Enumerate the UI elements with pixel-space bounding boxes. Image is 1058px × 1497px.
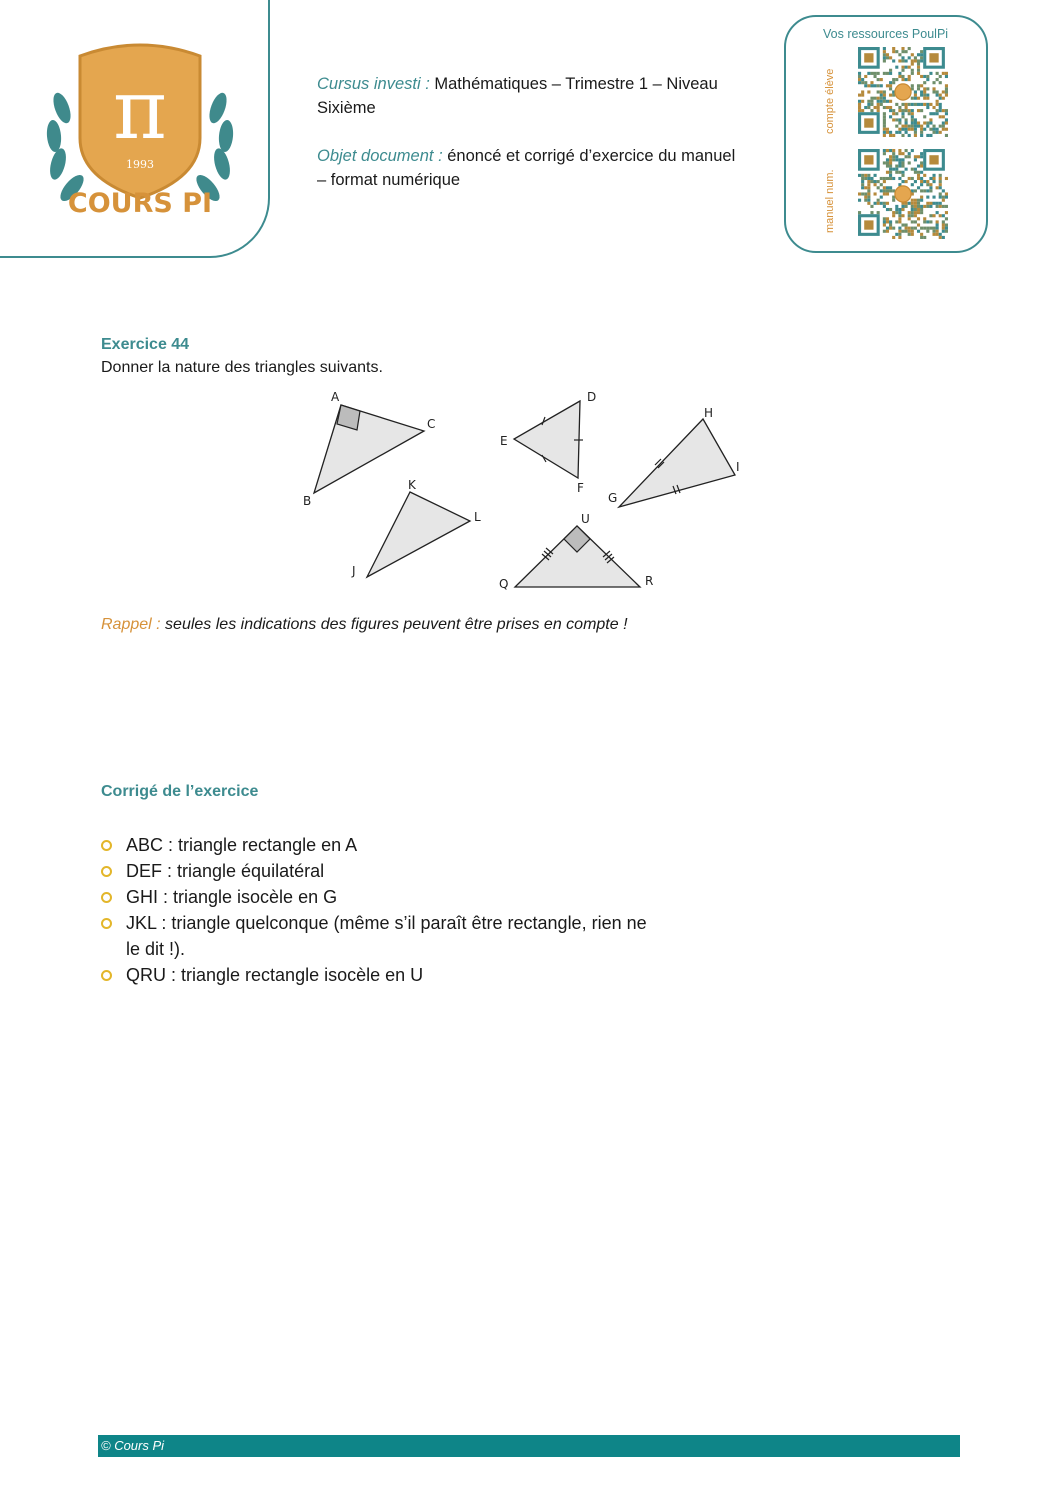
label-a: A [331, 390, 340, 404]
label-k: K [408, 478, 416, 492]
logo-brand: COURS PI [67, 188, 213, 219]
bullet-icon [101, 866, 112, 877]
bullet-icon [101, 918, 112, 929]
label-f: F [577, 481, 584, 495]
rappel-text: seules les indications des figures peuvent être prises en compte ! [165, 616, 628, 633]
label-e: E [500, 434, 508, 448]
qr-label-compte-eleve: compte élève [824, 68, 836, 134]
objet-label: Objet document : [317, 147, 443, 165]
label-g: G [608, 491, 618, 505]
pi-symbol: π [113, 63, 167, 158]
label-q: Q [499, 577, 509, 591]
label-h: H [704, 406, 714, 420]
cursus-line [317, 72, 737, 120]
document-meta [317, 72, 737, 216]
label-c: C [427, 417, 436, 431]
bullet-icon [101, 970, 112, 981]
correction-title: Corrigé de l’exercice [101, 783, 259, 800]
cursus-value: Mathématiques – Trimestre 1 – Niveau Sixième [317, 75, 718, 117]
label-i: I [736, 460, 740, 474]
label-u: U [581, 512, 590, 526]
qr-code-compte-eleve-icon[interactable] [858, 47, 948, 137]
triangle-ghi [619, 419, 735, 507]
rappel-note [101, 616, 628, 634]
cours-pi-logo [40, 38, 240, 223]
list-item: ABC : triangle rectangle en A [101, 832, 661, 858]
rappel-label: Rappel : [101, 616, 161, 633]
qr-label-manuel-num: manuel num. [824, 169, 836, 233]
list-item: DEF : triangle équilatéral [101, 858, 661, 884]
list-item: QRU : triangle rectangle isocèle en U [101, 962, 661, 988]
resources-title: Vos ressources PoulPi [823, 27, 949, 41]
list-item: GHI : triangle isocèle en G [101, 884, 661, 910]
logo-year: 1993 [126, 158, 154, 171]
triangle-def [514, 401, 580, 478]
exercise-statement: Donner la nature des triangles suivants. [101, 359, 383, 376]
cursus-label: Cursus investi : [317, 75, 430, 93]
list-item: JKL : triangle quelconque (même s’il paraît être rectangle, rien ne le dit !). [101, 910, 661, 962]
footer-copyright: © Cours Pi [101, 1438, 165, 1453]
label-l: L [474, 510, 481, 524]
correction-list [101, 832, 661, 988]
bullet-icon [101, 892, 112, 903]
label-d: D [587, 390, 597, 404]
label-j: J [352, 564, 356, 578]
footer-bar [98, 1435, 960, 1457]
objet-value: énoncé et corrigé d’exercice du manuel – format numérique [317, 147, 736, 189]
label-r: R [645, 574, 654, 588]
label-b: B [303, 494, 312, 508]
bullet-icon [101, 840, 112, 851]
triangles-figure [296, 386, 756, 596]
triangle-jkl [367, 492, 470, 577]
exercise-title: Exercice 44 [101, 336, 190, 353]
qr-code-manuel-num-icon[interactable] [858, 149, 948, 239]
objet-line [317, 144, 737, 192]
